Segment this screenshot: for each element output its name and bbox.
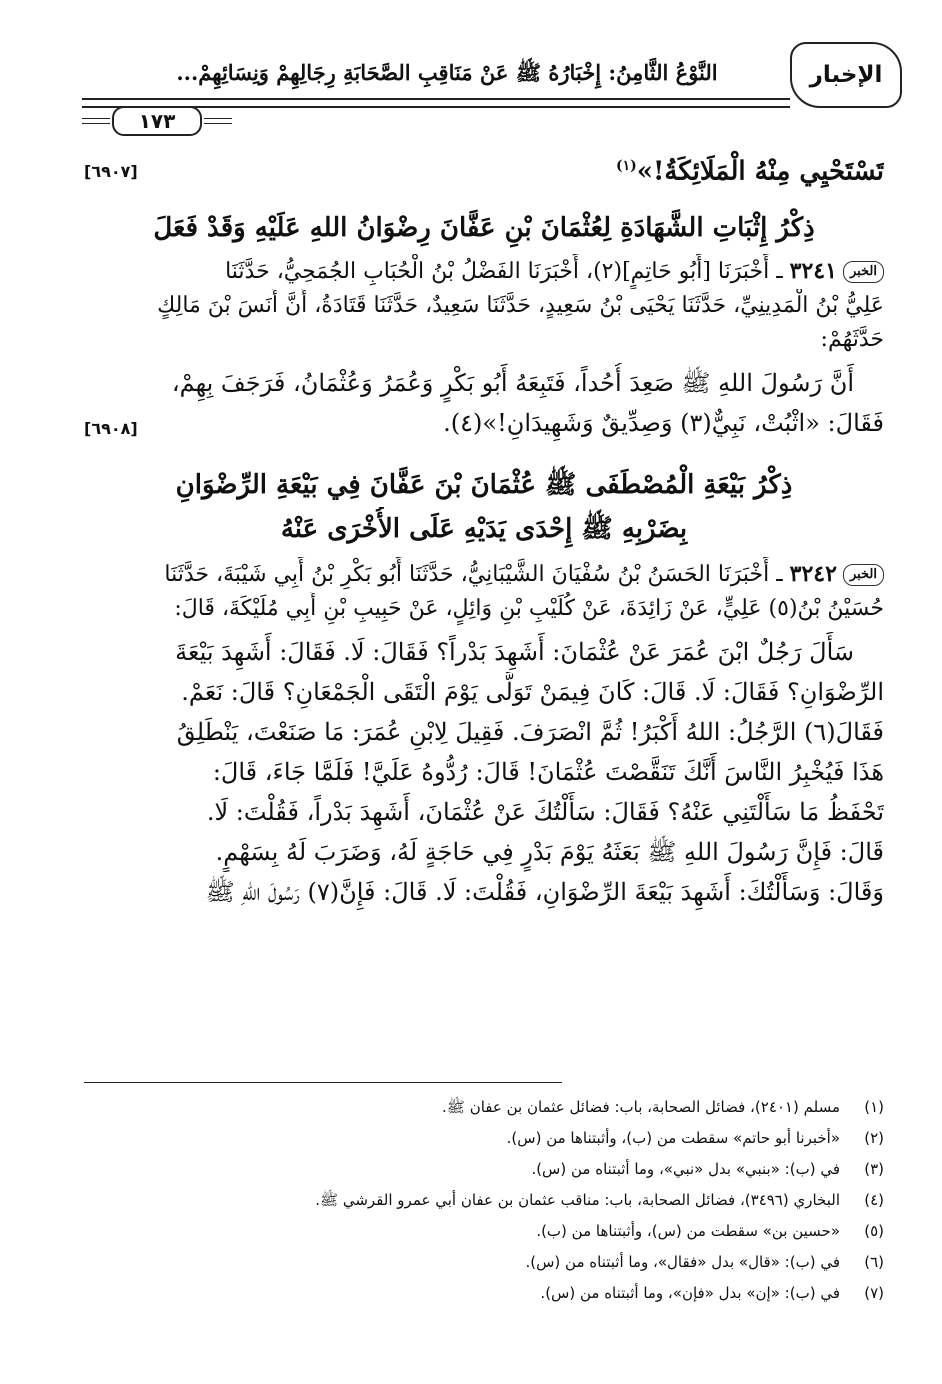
page-header [82,42,902,134]
footnotes [84,1092,884,1309]
footnote [84,1123,884,1154]
text-line: عَلِيُّ بْنُ الْمَدِينِيِّ، حَدَّثَنَا يَحْيَى بْنُ سَعِيدٍ، حَدَّثَنَا سَعِيدٌ، حَدَّثَنَا قَتَادَةُ، أَنَّ أَنَسَ بْنَ مَالِكٍ [157,293,884,318]
page-number-ornament [204,118,232,124]
footnote-number: (٢) [864,1129,884,1147]
footnote-number: (٣) [864,1160,884,1178]
footnote-text: مسلم (٢٤٠١)، فضائل الصحابة، باب: فضائل عثمان بن عفان ﷺ. [442,1098,840,1116]
text-line [84,557,884,592]
footnote-divider [84,1082,562,1083]
main-text [84,146,884,912]
text-line: وَقَالَ: وَسَأَلْتُكَ: أَشَهِدَ بَيْعَةَ الرِّضْوَانِ، فَقُلْتَ: لَا. قَالَ: فَإِنَّ(٧) رَسُولَ اللهِ ﷺ [205,878,884,906]
hadith-number: ٣٢٤٢ [789,561,837,587]
text-line: حَدَّثَهُمْ: [820,327,884,352]
page-number-ornament [82,118,110,124]
footnote [84,1154,884,1185]
text-line: تَحْفَظُ مَا سَأَلْتَنِي عَنْهُ؟ فَقَالَ: سَأَلْتُكَ عَنْ عُثْمَانَ، أَشَهِدَ بَدْراً، فَقُلْتَ: لَا. [206,798,884,826]
footnote [84,1247,884,1278]
text-line: فَقَالَ(٦) الرَّجُلُ: اللهُ أَكْبَرُ! ثُمَّ انْصَرَفَ. فَقِيلَ لِابْنِ عُمَرَ: مَا صَنَعْتَ، يَنْطَلِقُ [176,718,884,746]
footnote-number: (٥) [864,1222,884,1240]
text-line [84,146,884,192]
footnote-text: في (ب): «إن» بدل «فإن»، وما أثبتناه من (س). [540,1284,840,1302]
footnote [84,1278,884,1309]
footnote [84,1216,884,1247]
chapter-badge: الإخبار [790,42,902,108]
text-segment: ـ أَخْبَرَنَا [أَبُو حَاتِمٍ](٢)، أَخْبَرَنَا الفَضْلُ بْنُ الْحُبَابِ الجُمَحِيُّ، حَدَّثَنَا [225,259,783,284]
footnote [84,1092,884,1123]
hadith-reference: [٦٩٠٧] [84,162,138,181]
text-line: قَالَ: فَإِنَّ رَسُولَ اللهِ ﷺ بَعَثَهُ يَوْمَ بَدْرٍ فِي حَاجَةٍ لَهُ، وَضَرَبَ لَهُ بِسَهْمٍ. [215,838,884,866]
page-number-frame [82,108,232,132]
text-segment: فَقَالَ: «اثْبُتْ، نَبِيٌّ(٣) وَصِدِّيقٌ وَشَهِيدَانِ!»(٤). [443,409,884,437]
footnote-text: في (ب): «قال» بدل «فقال»، وما أثبتناه من (س). [525,1253,840,1271]
text-line [84,403,884,449]
text-segment: ـ أَخْبَرَنَا الحَسَنُ بْنُ سُفْيَانَ الشَّيْبَانِيُّ، حَدَّثَنَا أَبُو بَكْرِ بْنُ أَبِي شَيْبَةَ، حَدَّثَنَا [164,562,783,587]
footnote-text: البخاري (٣٤٩٦)، فضائل الصحابة، باب: مناقب عثمان بن عفان أبي عمرو القرشي ﷺ. [315,1191,840,1209]
khabar-badge: الخبر [843,261,884,283]
text-line: الرِّضْوَانِ؟ فَقَالَ: لَا. قَالَ: كَانَ فِيمَنْ تَوَلَّى يَوْمَ الْتَقَى الْجَمْعَانِ؟ قَالَ: نَعَمْ. [181,678,884,706]
footnote-number: (٤) [864,1191,884,1209]
section-heading: ذِكْرُ إِثْبَاتِ الشَّهَادَةِ لِعُثْمَانَ بْنِ عَفَّانَ رِضْوَانُ اللهِ عَلَيْهِ وَقَدْ فَعَلَ [153,213,815,243]
text-line: أَنَّ رَسُولَ اللهِ ﷺ صَعِدَ أُحُداً، فَتَبِعَهُ أَبُو بَكْرٍ وَعُمَرُ وَعُثْمَانُ، فَرَجَفَ بِهِمْ، [171,369,854,397]
footnote-number: (٧) [864,1284,884,1302]
page-number: ١٧٣ [112,106,202,136]
footnote-text: «أخبرنا أبو حاتم» سقطت من (ب)، وأثبتناها من (س). [506,1129,840,1147]
section-heading: بِضَرْبِهِ ﷺ إِحْدَى يَدَيْهِ عَلَى الأُخْرَى عَنْهُ [280,514,688,544]
section-heading: ذِكْرُ بَيْعَةِ الْمُصْطَفَى ﷺ عُثْمَانَ بْنَ عَفَّانَ فِي بَيْعَةِ الرِّضْوَانِ [175,470,793,500]
text-segment: تَسْتَحْيِي مِنْهُ الْمَلَائِكَةُ!» [636,156,884,187]
hadith-number: ٣٢٤١ [789,258,837,284]
footnote [84,1185,884,1216]
hadith-reference: [٦٩٠٨] [84,419,138,438]
footnote-text: «حسين بن» سقطت من (س)، وأثبتناها من (ب). [536,1222,840,1240]
text-line [84,254,884,289]
text-line: حُسَيْنُ بْنُ(٥) عَلِيٍّ، عَنْ زَائِدَةَ، عَنْ كُلَيْبِ بْنِ وَائِلٍ، عَنْ حَبِيبِ بْنِ أَبِي مُلَيْكَةَ، قَالَ: [174,596,884,621]
footnote-text: في (ب): «بنبي» بدل «نبي»، وما أثبتناه من (س). [531,1160,840,1178]
footnote-number: (١) [864,1098,884,1116]
footnote-marker: (١) [615,158,637,174]
text-line: هَذَا فَيُخْبِرُ النَّاسَ أَنَّكَ تَنَقَّصْتَ عُثْمَانَ! قَالَ: رُدُّوهُ عَلَيَّ! فَلَمَّا جَاءَ، قَالَ: [212,758,884,786]
khabar-badge: الخبر [843,564,884,586]
footnote-number: (٦) [864,1253,884,1271]
text-line: سَأَلَ رَجُلٌ ابْنَ عُمَرَ عَنْ عُثْمَانَ: أَشَهِدَ بَدْراً؟ فَقَالَ: لَا. فَقَالَ: أَشَهِدَ بَيْعَةَ [175,638,854,666]
running-title: النَّوْعُ الثَّامِنُ: إِخْبَارُهُ ﷺ عَنْ مَنَاقِبِ الصَّحَابَةِ رِجَالِهِمْ وَنِسَائِهِمْ... [176,60,718,85]
